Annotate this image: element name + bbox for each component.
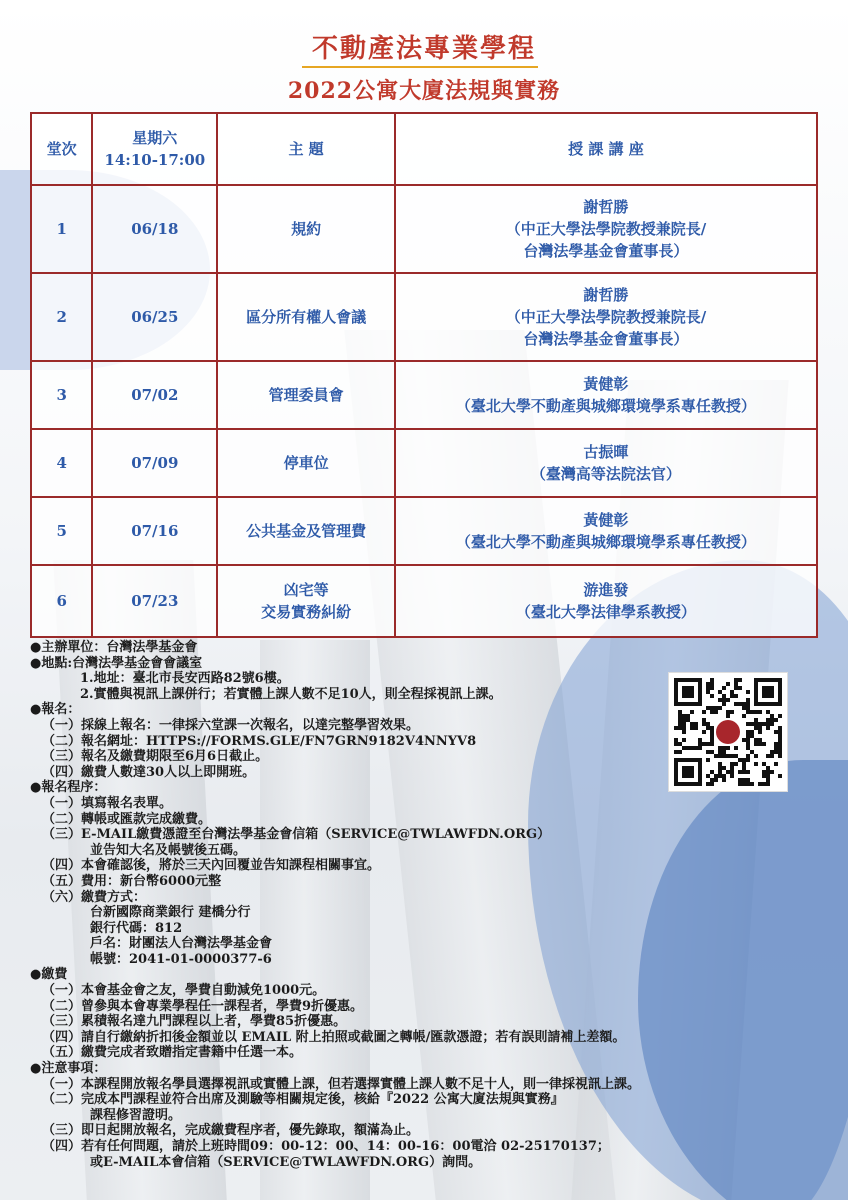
session-topic-line: 公共基金及管理費 [246, 522, 367, 540]
session-date: 06/25 [92, 273, 217, 361]
session-number: 6 [31, 565, 92, 637]
header-date [92, 113, 217, 185]
info-line: （三）報名及繳費期限至6月6日截止。 [42, 749, 269, 765]
session-topic [217, 361, 395, 429]
session-lecturer-line: （臺北大學不動產與城鄉環境學系專任教授） [455, 533, 756, 551]
info-line: （六）繳費方式： [42, 889, 147, 905]
session-lecturer-line: 黃健彰 [583, 511, 629, 529]
info-line: （四）本會確認後，將於三天內回覆並告知課程相關事宜。 [42, 858, 381, 874]
session-date: 06/18 [92, 185, 217, 273]
session-lecturer [395, 185, 817, 273]
session-lecturer [395, 497, 817, 565]
session-lecturer-line: 古振暉 [583, 443, 629, 461]
session-date: 07/09 [92, 429, 217, 497]
table-row [31, 273, 817, 361]
session-lecturer-line: 謝哲勝 [583, 286, 629, 304]
session-number: 5 [31, 497, 92, 565]
session-topic [217, 273, 395, 361]
header-date-day: 星期六 [132, 129, 178, 147]
info-line: （三）E-MAIL繳費憑證至台灣法學基金會信箱（SERVICE@TWLAWFDN.ORG） [42, 827, 551, 843]
info-line: 2.實體與視訊上課併行；若實體上課人數不足10人，則全程採視訊上課。 [80, 686, 502, 702]
info-line: （三）累積報名達九門課程以上者，學費85折優惠。 [42, 1014, 347, 1030]
session-date: 07/16 [92, 497, 217, 565]
info-line: （二）轉帳或匯款完成繳費。 [42, 811, 212, 827]
session-date: 07/02 [92, 361, 217, 429]
session-topic-line: 管理委員會 [268, 386, 344, 404]
info-line: （四）若有任何問題，請於上班時間09：00-12：00、14：00-16：00電洽 02-25170137； [42, 1139, 610, 1154]
session-lecturer-line: 謝哲勝 [583, 198, 629, 216]
qr-code-icon [669, 673, 787, 791]
header-lecturer: 授 課 講 座 [395, 113, 817, 185]
info-line: （一）採線上報名：一律採六堂課一次報名，以達完整學習效果。 [42, 717, 420, 733]
session-lecturer-line: 游進發 [583, 581, 629, 599]
info-line: ●地點:台灣法學基金會會議室 [30, 655, 203, 671]
info-line: 銀行代碼：812 [90, 920, 183, 936]
session-lecturer-line: 台灣法學基金會董事長） [523, 330, 689, 348]
info-line: （五）費用：新台幣6000元整 [42, 873, 222, 889]
info-line: （一）填寫報名表單。 [42, 795, 173, 811]
session-number: 1 [31, 185, 92, 273]
info-line: （一）本會基金會之友，學費自動減免1000元。 [42, 983, 326, 999]
info-line: ●報名程序： [30, 780, 107, 796]
table-header-row [31, 113, 817, 185]
header-date-time: 14:10-17:00 [104, 151, 206, 169]
session-number: 4 [31, 429, 92, 497]
info-line: （一）本課程開放報名學員選擇視訊或實體上課，但若選擇實體上課人數不足十人，則一律採視訊上課。 [42, 1076, 641, 1092]
session-lecturer [395, 429, 817, 497]
info-line: （四）請自行繳納折扣後金額並以 EMAIL 附上拍照或截圖之轉帳/匯款憑證；若有誤則請補上差額。 [42, 1029, 626, 1045]
foundation-logo-icon [716, 720, 740, 744]
session-topic [217, 497, 395, 565]
table-row [31, 185, 817, 273]
info-line: （二）完成本門課程並符合出席及測驗等相關規定後，核給『2022 公寓大廈法規與實務』 [42, 1092, 564, 1108]
info-line: 帳號：2041-01-0000377-6 [90, 951, 272, 967]
session-lecturer-line: （臺北大學法律學系教授） [515, 603, 696, 621]
info-line: 1.地址：臺北市長安西路82號6樓。 [80, 671, 290, 687]
page-subtitle: 2022公寓大廈法規與實務 [287, 78, 561, 104]
header-topic: 主 題 [217, 113, 395, 185]
schedule-table [30, 112, 818, 638]
title-underline [302, 66, 538, 68]
session-topic [217, 429, 395, 497]
session-topic-line: 區分所有權人會議 [246, 308, 367, 326]
session-lecturer [395, 361, 817, 429]
info-line: 課程修習證明。 [90, 1107, 182, 1123]
info-line: 戶名：財團法人台灣法學基金會 [90, 936, 273, 952]
session-lecturer-line: 黃健彰 [583, 375, 629, 393]
info-line: ●注意事項： [30, 1061, 107, 1077]
session-topic-line: 凶宅等 [283, 581, 329, 599]
info-line: （五）繳費完成者致贈指定書籍中任選一本。 [42, 1045, 303, 1061]
session-topic [217, 185, 395, 273]
session-lecturer-line: （中正大學法學院教授兼院長/ [505, 308, 707, 326]
session-lecturer-line: （中正大學法學院教授兼院長/ [505, 220, 707, 238]
session-lecturer [395, 565, 817, 637]
session-number: 3 [31, 361, 92, 429]
info-line: 或E-MAIL本會信箱（SERVICE@TWLAWFDN.ORG）詢問。 [90, 1154, 482, 1170]
session-lecturer-line: （臺北大學不動產與城鄉環境學系專任教授） [455, 397, 756, 415]
info-line: ●主辦單位：台灣法學基金會 [30, 640, 198, 655]
header-session: 堂次 [31, 113, 92, 185]
info-line: 台新國際商業銀行 建橋分行 [90, 905, 251, 921]
info-line: 並告知大名及帳號後五碼。 [90, 842, 247, 858]
info-line: （二）報名網址：HTTPS://FORMS.GLE/FN7GRN9182V4NNYV8 [42, 733, 477, 749]
session-topic-line: 交易實務糾紛 [261, 603, 352, 621]
table-row [31, 361, 817, 429]
table-row [31, 429, 817, 497]
session-number: 2 [31, 273, 92, 361]
info-line: （三）即日起開放報名，完成繳費程序者，優先錄取，額滿為止。 [42, 1123, 420, 1139]
table-row [31, 565, 817, 637]
session-lecturer-line: 台灣法學基金會董事長） [523, 242, 689, 260]
qr-code[interactable] [668, 672, 788, 792]
session-topic [217, 565, 395, 637]
session-lecturer-line: （臺灣高等法院法官） [530, 465, 681, 483]
info-line: ●繳費 [30, 967, 68, 983]
session-date: 07/23 [92, 565, 217, 637]
session-topic-line: 停車位 [283, 454, 329, 472]
info-line: ●報名： [30, 702, 81, 718]
info-line: （二）曾參與本會專業學程任一課程者，學費9折優惠。 [42, 998, 364, 1014]
session-lecturer [395, 273, 817, 361]
table-row [31, 497, 817, 565]
page-title: 不動產法專業學程 [311, 34, 536, 64]
session-topic-line: 規約 [291, 220, 322, 238]
info-line: （四）繳費人數達30人以上即開班。 [42, 764, 256, 780]
